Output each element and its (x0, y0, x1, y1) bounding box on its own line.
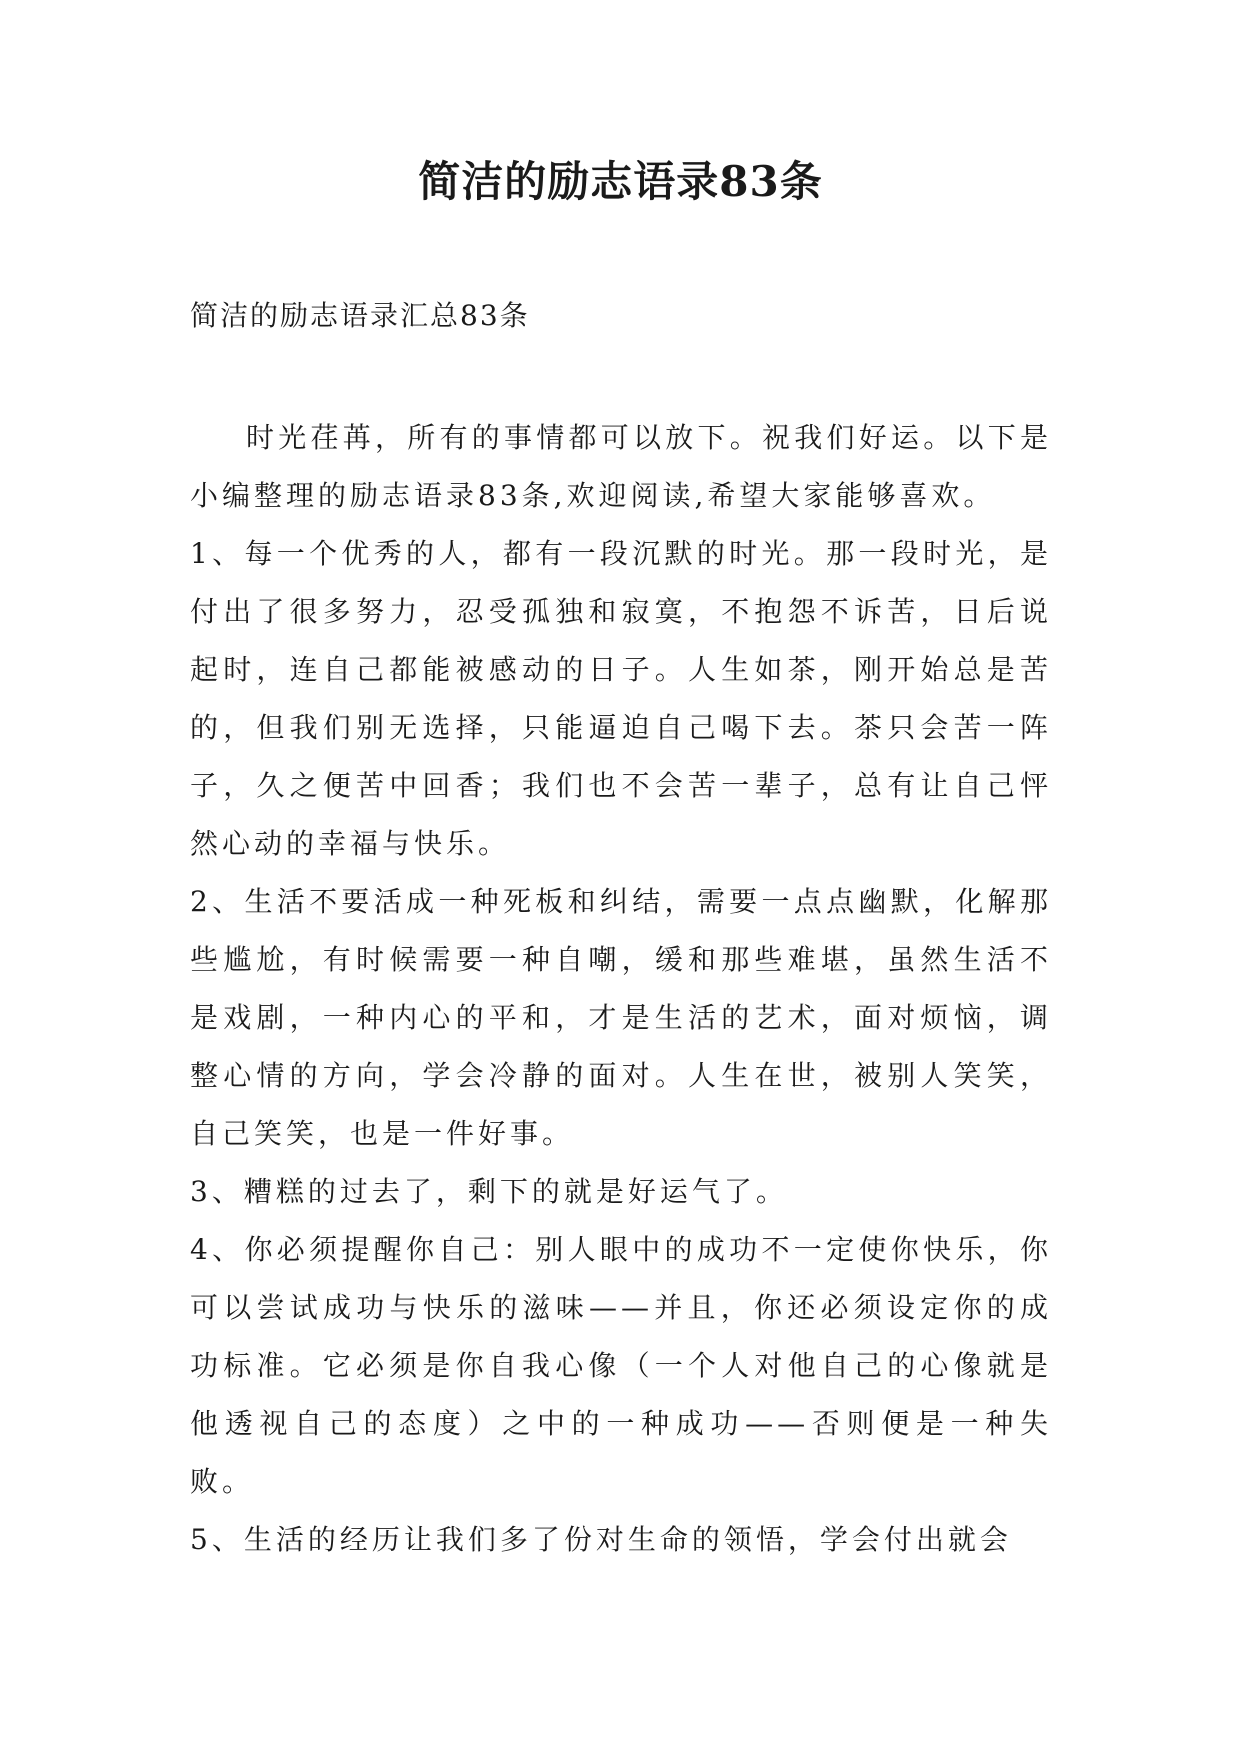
document-subtitle: 简洁的励志语录汇总83条 (190, 299, 530, 332)
quote-item-2: 2、生活不要活成一种死板和纠结，需要一点点幽默，化解那些尴尬，有时候需要一种自嘲，缓和那些难堪，虽然生活不是戏剧，一种内心的平和，才是生活的艺术，面对烦恼，调整心情的方向，学会冷静的面对。人生在世，被别人笑笑，自己笑笑，也是一件好事。 (190, 885, 1052, 1150)
document-title: 简洁的励志语录83条 (418, 157, 823, 206)
intro-paragraph: 时光荏苒，所有的事情都可以放下。祝我们好运。以下是小编整理的励志语录83条,欢迎阅读,希望大家能够喜欢。 (190, 421, 1052, 512)
quote-item-3: 3、糟糕的过去了，剩下的就是好运气了。 (190, 1175, 788, 1208)
document-body (190, 409, 1052, 1569)
quote-item-5: 5、生活的经历让我们多了份对生命的领悟，学会付出就会 (190, 1523, 1012, 1556)
quote-item-4: 4、你必须提醒你自己：别人眼中的成功不一定使你快乐，你可以尝试成功与快乐的滋味——并且，你还必须设定你的成功标准。它必须是你自我心像（一个人对他自己的心像就是他透视自己的态度）之中的一种成功——否则便是一种失败。 (190, 1233, 1052, 1498)
quote-item-1: 1、每一个优秀的人，都有一段沉默的时光。那一段时光，是付出了很多努力，忍受孤独和寂寞，不抱怨不诉苦，日后说起时，连自己都能被感动的日子。人生如茶，刚开始总是苦的，但我们别无选择，只能逼迫自己喝下去。茶只会苦一阵子，久之便苦中回香；我们也不会苦一辈子，总有让自己怦然心动的幸福与快乐。 (190, 537, 1052, 860)
